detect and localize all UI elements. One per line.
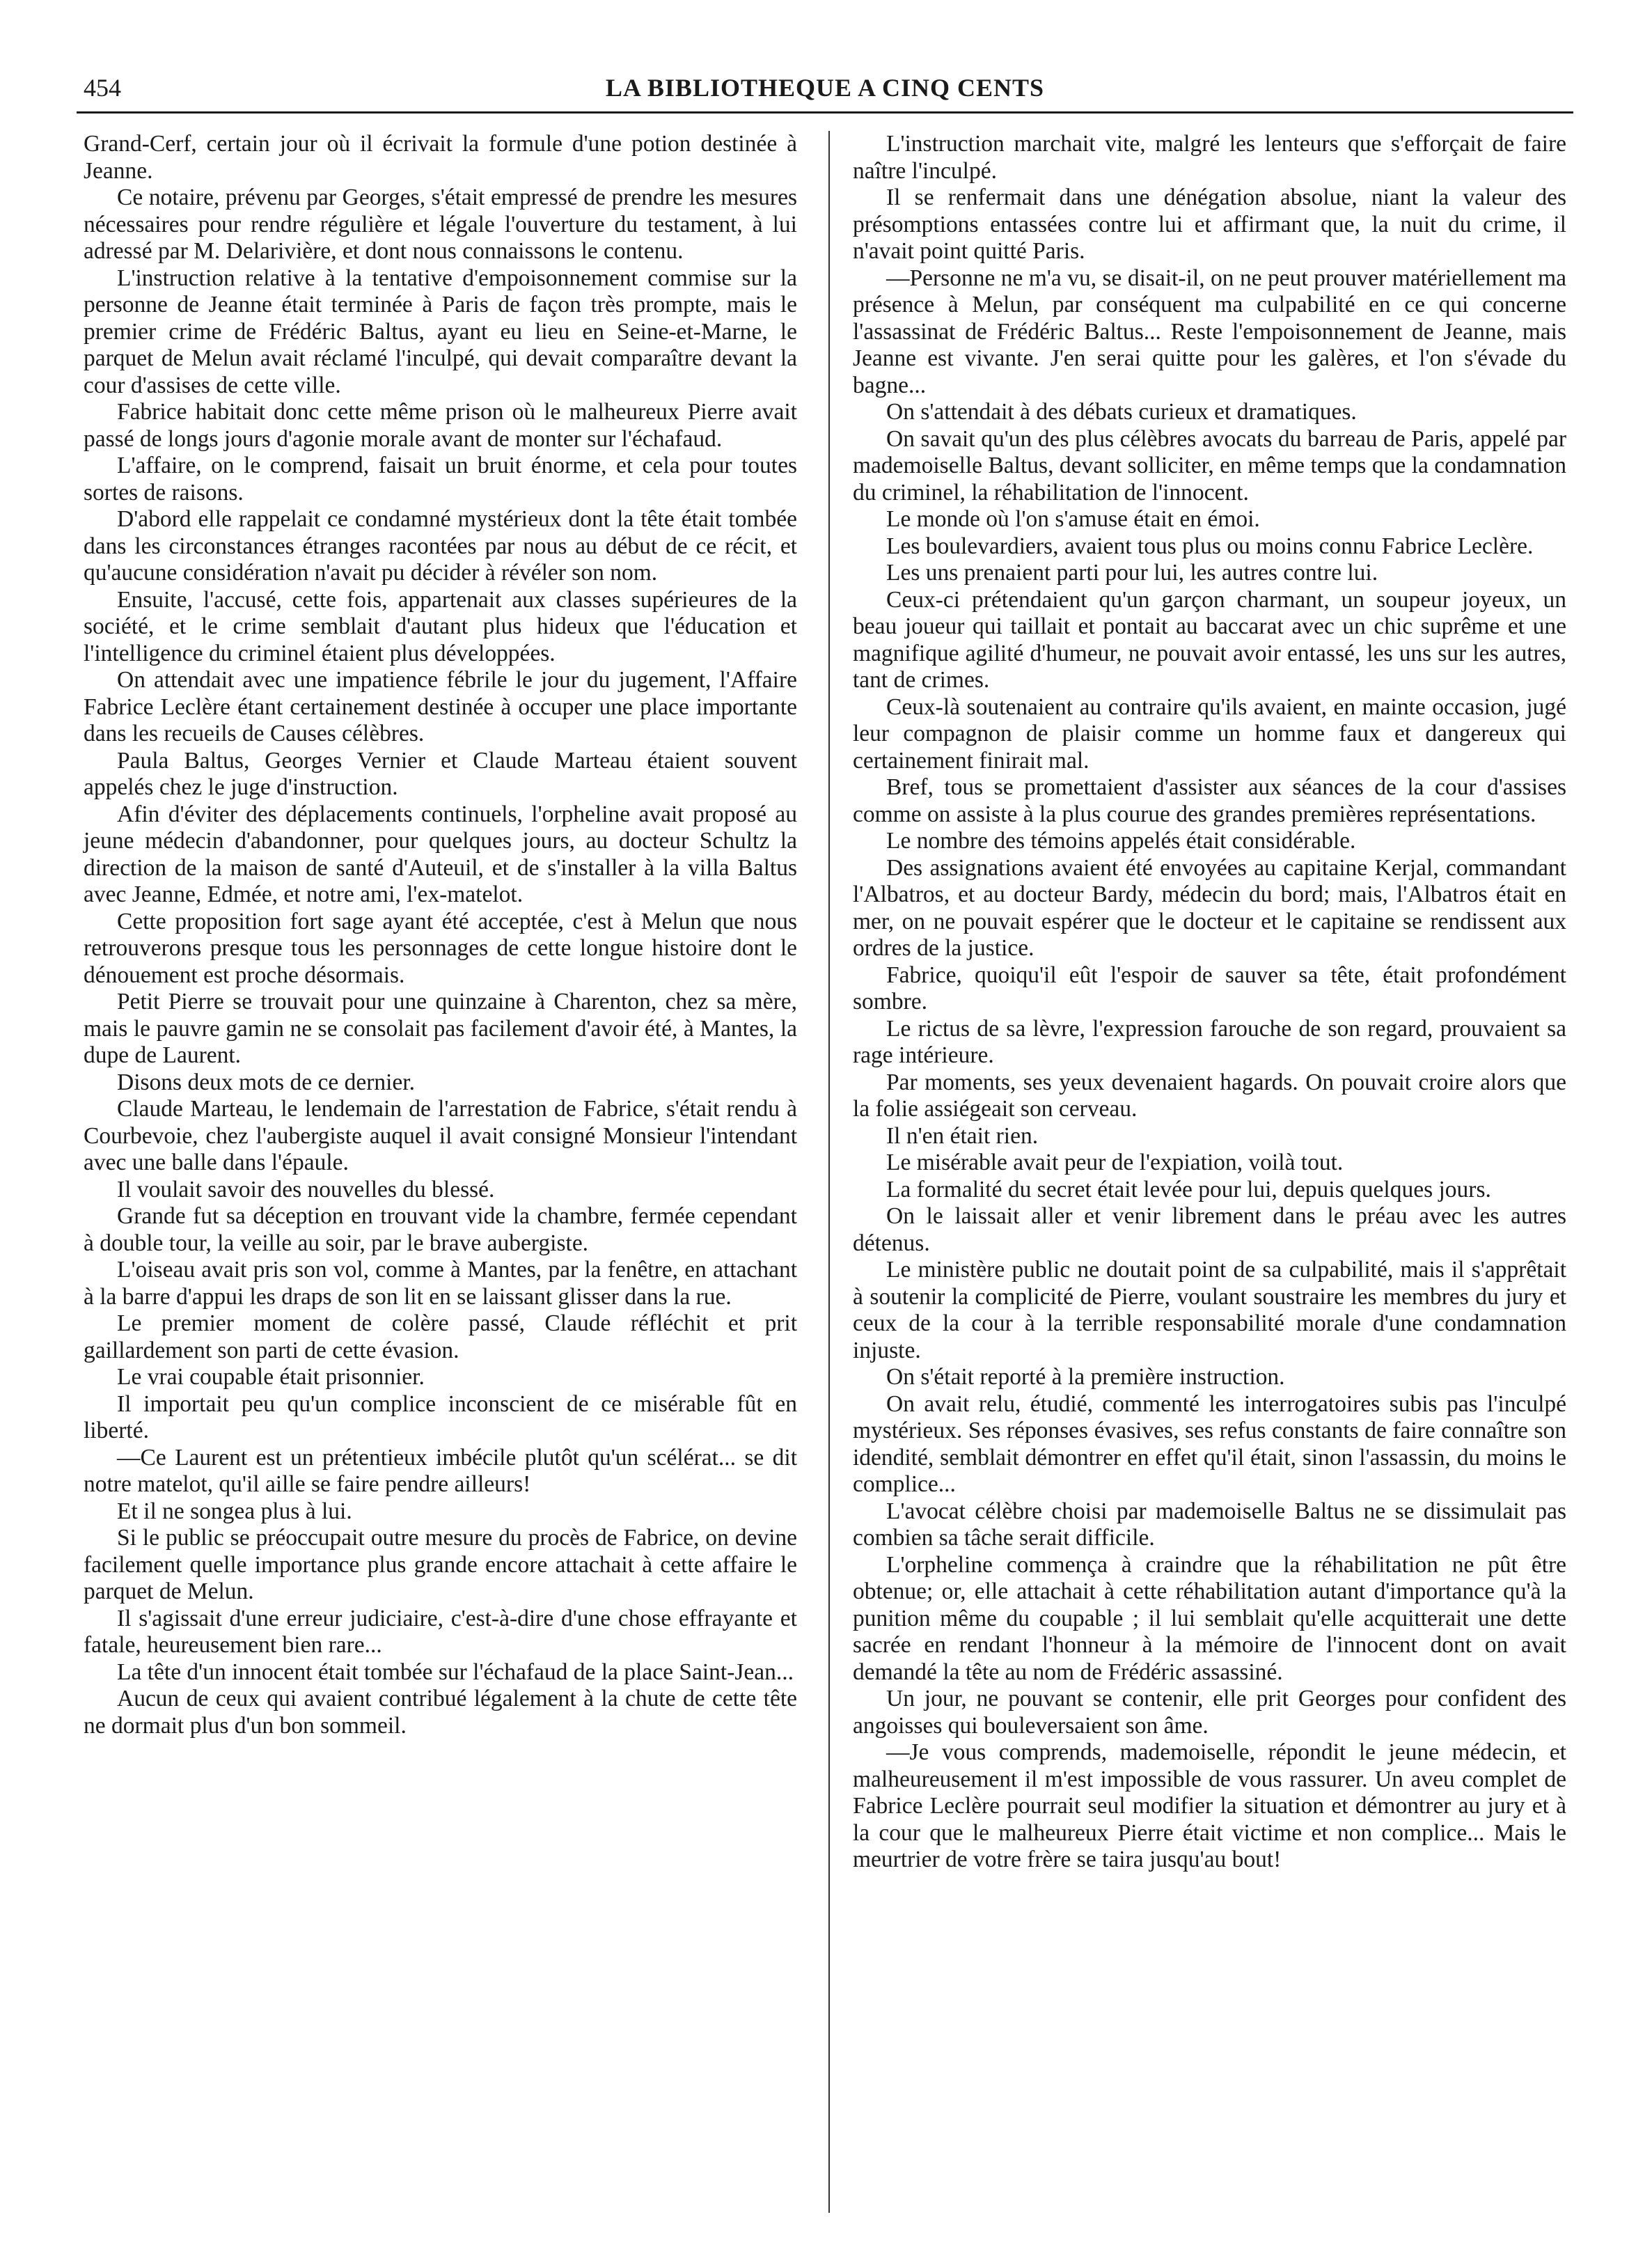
paragraph: On savait qu'un des plus célèbres avocats du barreau de Paris, appelé par mademoiselle Baltus, devant solliciter, en même temps que la condamnation du criminel, la réhabilitation de l'innocent. [853, 425, 1566, 506]
paragraph: Il s'agissait d'une erreur judiciaire, c'est-à-dire d'une chose effrayante et fatale, heureusement bien rare... [84, 1605, 797, 1658]
paragraph: Le vrai coupable était prisonnier. [117, 1364, 425, 1390]
paragraph: L'instruction relative à la tentative d'empoisonnement commise sur la personne de Jeanne était terminée à Paris de façon très prompte, mais le premier crime de Frédéric Baltus, ayant eu lieu en Seine-et-Marne, le parquet de Melun avait réclamé l'inculpé, qui devait comparaître devant la cour d'assises de cette ville. [84, 265, 797, 398]
column-divider [828, 131, 830, 2213]
paragraph: Claude Marteau, le lendemain de l'arrestation de Fabrice, s'était rendu à Courbevoie, chez l'aubergiste auquel il avait consigné Monsieur l'intendant avec une balle dans l'épaule. [84, 1096, 797, 1175]
running-title: LA BIBLIOTHEQUE A CINQ CENTS [605, 74, 1045, 102]
paragraph: On le laissait aller et venir librement dans le préau avec les autres détenus. [853, 1203, 1566, 1256]
paragraph: Bref, tous se promettaient d'assister aux séances de la cour d'assises comme on assiste à la plus courue des grandes premières représentations. [853, 774, 1566, 827]
paragraph: L'orpheline commença à craindre que la réhabilitation ne pût être obtenue; or, elle attachait à cette réhabilitation autant d'importance qu'à la punition même du coupable ; il lui semblait qu'elle acquitterait une dette sacrée en rendant l'honneur à la mémoire de l'innocent dont on avait demandé la tête au nom de Frédéric assassiné. [853, 1551, 1566, 1685]
paragraph: Si le public se préoccupait outre mesure du procès de Fabrice, on devine facilement quelle importance plus grande encore attachait à cette affaire le parquet de Melun. [84, 1525, 797, 1604]
paragraph: On attendait avec une impatience fébrile le jour du jugement, l'Affaire Fabrice Leclère étant certainement destinée à occuper une place importante dans les recueils de Causes célèbres. [84, 667, 797, 746]
paragraph: Des assignations avaient été envoyées au capitaine Kerjal, commandant l'Albatros, et au docteur Bardy, médecin du bord; mais, l'Albatros était en mer, on ne pouvait espérer que le docteur et le capitaine se rendissent aux ordres de la justice. [853, 854, 1566, 961]
paragraph: Le ministère public ne doutait point de sa culpabilité, mais il s'apprêtait à soutenir la complicité de Pierre, voulant soustraire les membres du jury et ceux de la cour à la terrible responsabilité morale d'une condamnation injuste. [853, 1257, 1566, 1363]
paragraph: D'abord elle rappelait ce condamné mystérieux dont la tête était tombée dans les circonstances étranges racontées par nous au début de ce récit, et qu'aucune considération n'avait pu décider à révéler son nom. [84, 506, 797, 586]
paragraph: Grand-Cerf, certain jour où il écrivait la formule d'une potion destinée à Jeanne. [84, 131, 797, 184]
paragraph: Fabrice, quoiqu'il eût l'espoir de sauver sa tête, était profondément sombre. [853, 962, 1566, 1014]
paragraph: Il se renfermait dans une dénégation absolue, niant la valeur des présomptions entassées contre lui et affirmant que, la nuit du crime, il n'avait point quitté Paris. [853, 185, 1566, 264]
paragraph: La tête d'un innocent était tombée sur l'échafaud de la place Saint-Jean... [117, 1659, 794, 1685]
left-column [84, 131, 797, 1739]
paragraph: On s'était reporté à la première instruction. [886, 1364, 1285, 1390]
paragraph: Ceux-ci prétendaient qu'un garçon charmant, un soupeur joyeux, un beau joueur qui taillait et pontait au baccarat avec un chic suprême et une magnifique agilité d'humeur, ne pouvait avoir entassé, les uns sur les autres, tant de crimes. [853, 586, 1566, 693]
paragraph: L'oiseau avait pris son vol, comme à Mantes, par la fenêtre, en attachant à la barre d'appui les draps de son lit en se laissant glisser dans la rue. [84, 1257, 797, 1310]
paragraph: Ensuite, l'accusé, cette fois, appartenait aux classes supérieures de la société, et le crime semblait d'autant plus hideux que l'éducation et l'intelligence du criminel étaient plus développées. [84, 586, 797, 666]
paragraph: Paula Baltus, Georges Vernier et Claude Marteau étaient souvent appelés chez le juge d'instruction. [84, 747, 797, 800]
paragraph: Disons deux mots de ce dernier. [117, 1069, 415, 1095]
paragraph: Les boulevardiers, avaient tous plus ou moins connu Fabrice Leclère. [886, 533, 1534, 559]
paragraph: Le misérable avait peur de l'expiation, voilà tout. [886, 1150, 1344, 1175]
paragraph: Petit Pierre se trouvait pour une quinzaine à Charenton, chez sa mère, mais le pauvre gamin ne se consolait pas facilement d'avoir été, à Mantes, la dupe de Laurent. [84, 989, 797, 1068]
paragraph: Le nombre des témoins appelés était considérable. [886, 828, 1356, 854]
page [77, 70, 1573, 2214]
paragraph: Aucun de ceux qui avaient contribué légalement à la chute de cette tête ne dormait plus d'un bon sommeil. [84, 1686, 797, 1739]
paragraph: Fabrice habitait donc cette même prison où le malheureux Pierre avait passé de longs jours d'agonie morale avant de monter sur l'échafaud. [84, 399, 797, 452]
paragraph: On avait relu, étudié, commenté les interrogatoires subis pas l'inculpé mystérieux. Ses réponses évasives, ses refus constants de faire connaître son idendité, semblait démontrer en effet qu'il était, sinon l'assassin, du moins le complice... [853, 1390, 1566, 1497]
paragraph: Il voulait savoir des nouvelles du blessé. [117, 1176, 495, 1202]
paragraph: L'instruction marchait vite, malgré les lenteurs que s'efforçait de faire naître l'inculpé. [853, 131, 1566, 184]
paragraph: Il importait peu qu'un complice inconscient de ce misérable fût en liberté. [84, 1390, 797, 1443]
right-column [853, 131, 1566, 1874]
paragraph: Afin d'éviter des déplacements continuels, l'orpheline avait proposé au jeune médecin d'abandonner, pour quelques jours, au docteur Schultz la direction de la maison de santé d'Auteuil, et de s'installer à la villa Baltus avec Jeanne, Edmée, et notre ami, l'ex-matelot. [84, 801, 797, 907]
paragraph: Un jour, ne pouvant se contenir, elle prit Georges pour confident des angoisses qui bouleversaient son âme. [853, 1686, 1566, 1739]
paragraph: —Je vous comprends, mademoiselle, répondit le jeune médecin, et malheureusement il m'est impossible de vous rassurer. Un aveu complet de Fabrice Leclère pourrait seul modifier la situation et démontrer au jury et à la cour que le malheureux Pierre était victime et non complice... Mais le meurtrier de votre frère se taira jusqu'au bout! [853, 1739, 1566, 1872]
paragraph: —Ce Laurent est un prétentieux imbécile plutôt qu'un scélérat... se dit notre matelot, qu'il aille se faire pendre ailleurs! [84, 1444, 797, 1497]
paragraph: Le premier moment de colère passé, Claude réfléchit et prit gaillardement son parti de cette évasion. [84, 1310, 797, 1363]
paragraph: L'avocat célèbre choisi par mademoiselle Baltus ne se dissimulait pas combien sa tâche serait difficile. [853, 1498, 1566, 1551]
paragraph: Ce notaire, prévenu par Georges, s'était empressé de prendre les mesures nécessaires pour rendre régulière et légale l'ouverture du testament, à lui adressé par M. Delarivière, et dont nous connaissons le contenu. [84, 185, 797, 264]
paragraph: Les uns prenaient parti pour lui, les autres contre lui. [886, 560, 1378, 586]
paragraph: Par moments, ses yeux devenaient hagards. On pouvait croire alors que la folie assiégeait son cerveau. [853, 1069, 1566, 1122]
paragraph: Grande fut sa déception en trouvant vide la chambre, fermée cependant à double tour, la veille au soir, par le brave aubergiste. [84, 1203, 797, 1256]
paragraph: L'affaire, on le comprend, faisait un bruit énorme, et cela pour toutes sortes de raisons. [84, 453, 797, 506]
paragraph: Le monde où l'on s'amuse était en émoi. [886, 506, 1260, 532]
paragraph: Ceux-là soutenaient au contraire qu'ils avaient, en mainte occasion, jugé leur compagnon de plaisir comme un homme faux et dangereux qui certainement finirait mal. [853, 693, 1566, 774]
paragraph: —Personne ne m'a vu, se disait-il, on ne peut prouver matériellement ma présence à Melun, par conséquent ma culpabilité en ce qui concerne l'assassinat de Frédéric Baltus... Reste l'empoisonnement de Jeanne, mais Jeanne est vivante. J'en serai quitte pour les galères, et l'on s'évade du bagne... [853, 265, 1566, 398]
paragraph: Il n'en était rien. [886, 1122, 1039, 1149]
running-header [77, 70, 1573, 113]
page-number: 454 [84, 74, 121, 102]
paragraph: La formalité du secret était levée pour lui, depuis quelques jours. [886, 1176, 1491, 1202]
paragraph: Le rictus de sa lèvre, l'expression farouche de son regard, prouvaient sa rage intérieure. [853, 1015, 1566, 1068]
paragraph: Cette proposition fort sage ayant été acceptée, c'est à Melun que nous retrouverons presque tous les personnages de cette longue histoire dont le dénouement est proche désormais. [84, 908, 797, 988]
paragraph: On s'attendait à des débats curieux et dramatiques. [886, 399, 1357, 425]
paragraph: Et il ne songea plus à lui. [117, 1498, 352, 1524]
